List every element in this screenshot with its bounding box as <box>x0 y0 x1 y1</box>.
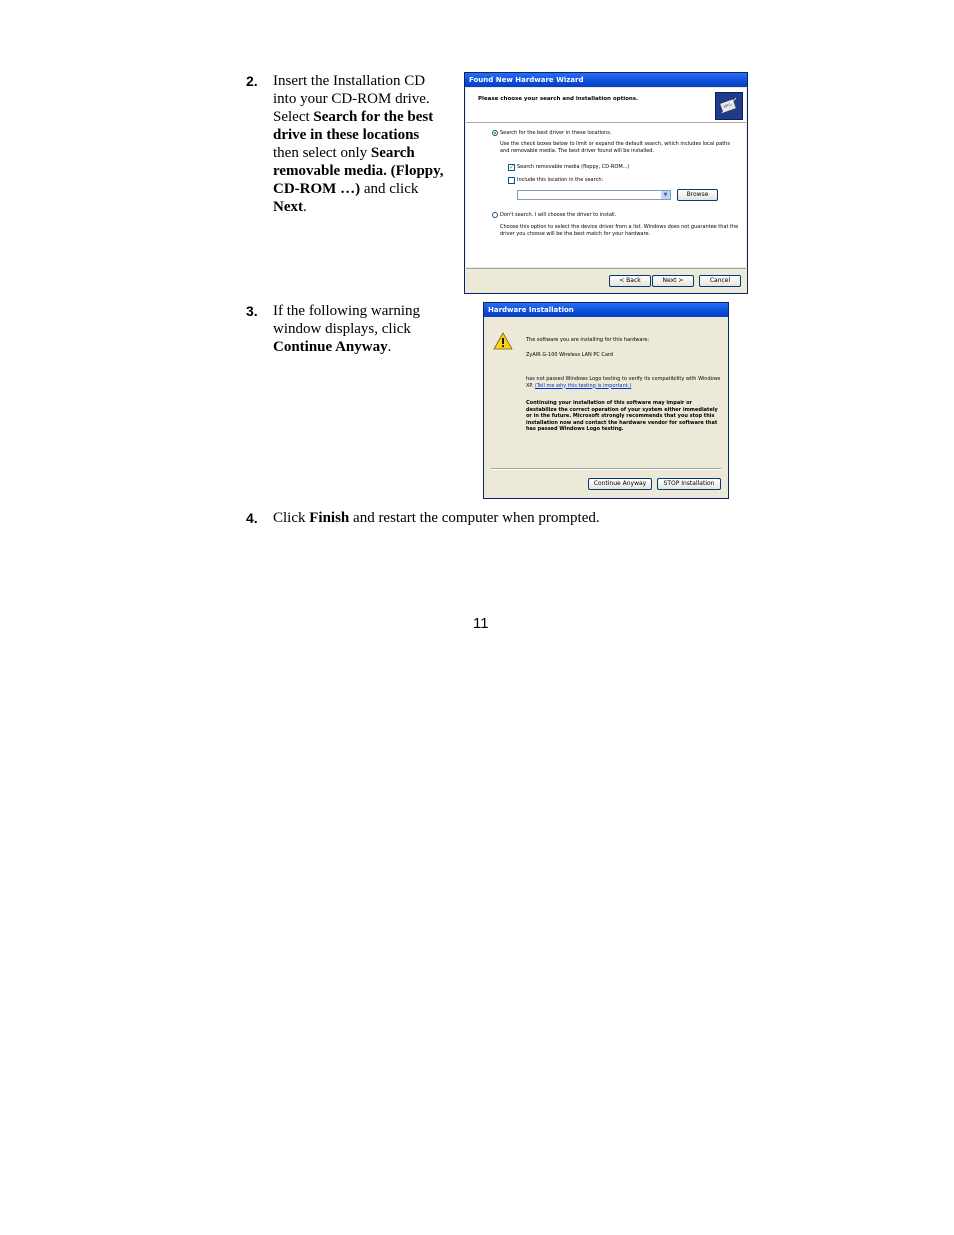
search-best-driver-radio[interactable] <box>492 130 498 136</box>
tell-me-why-link[interactable]: (Tell me why this testing is important.) <box>534 382 632 389</box>
bold-term: Search removable media. (Floppy, CD-ROM …) <box>273 145 444 197</box>
text-run: . <box>303 199 307 215</box>
found-new-hardware-wizard <box>464 72 748 294</box>
dont-search-radio[interactable] <box>492 212 498 218</box>
browse-button[interactable]: Browse <box>677 189 718 201</box>
step-2-text <box>273 72 445 216</box>
text-run: and restart the computer when prompted. <box>349 510 600 526</box>
back-button[interactable]: < Back <box>609 275 651 287</box>
step-3-number: 3. <box>246 303 258 319</box>
dont-search-desc: Choose this option to select the device driver from a list. Windows does not guarantee that the driver you choose will be the best match for your hardware. <box>500 224 739 237</box>
hwinstall-divider <box>491 468 721 470</box>
location-combo[interactable] <box>517 190 671 200</box>
step-2-number: 2. <box>246 73 258 89</box>
hwinstall-warning: Continuing your installation of this software may impair or destabilize the correct operation of your system either immediately or in the future. Microsoft strongly recommends that you stop this installation now and contact the hardware vendor for software that has passed Windows Logo testing. <box>526 400 718 432</box>
bold-term: Next <box>273 199 303 215</box>
text-run: . <box>387 339 392 355</box>
next-button[interactable]: Next > <box>652 275 694 287</box>
wizard-header-title: Please choose your search and installation options. <box>478 96 639 102</box>
search-best-driver-desc: Use the check boxes below to limit or expand the default search, which includes local paths and removable media. The best driver found will be installed. <box>500 141 730 154</box>
step-4-number: 4. <box>246 510 258 526</box>
chevron-down-icon[interactable]: ▼ <box>661 191 670 199</box>
include-location-checkbox[interactable] <box>508 177 515 184</box>
text-run: and click <box>360 181 419 197</box>
page-number: 11 <box>473 615 489 632</box>
hardware-installation-dialog <box>483 302 729 499</box>
bold-term: Finish <box>309 510 350 526</box>
wizard-header-band <box>466 88 746 123</box>
text-run: Insert the Installation CD into your CD-ROM drive. Select <box>273 73 430 125</box>
step-3-text <box>273 302 445 356</box>
include-location-label: Include this location in the search: <box>517 177 604 183</box>
text-run: Click <box>273 510 310 526</box>
search-best-driver-label: Search for the best driver in these locations. <box>500 130 612 136</box>
continue-anyway-button[interactable]: Continue Anyway <box>588 478 652 490</box>
step-4-text <box>273 509 723 527</box>
hwinstall-device: ZyAIR G-100 Wireless LAN PC Card <box>526 352 614 358</box>
wizard-footer-divider <box>466 268 746 269</box>
hwinstall-title: Hardware Installation <box>484 303 728 317</box>
warning-icon <box>493 332 513 350</box>
text-run: then select only <box>273 145 371 161</box>
hwinstall-logo-sentence: has not passed Windows Logo testing to verify its compatibility with Windows XP. <box>526 376 721 389</box>
stop-installation-button[interactable]: STOP Installation <box>657 478 721 490</box>
wizard-title: Found New Hardware Wizard <box>465 73 747 87</box>
bold-term: Search for the best drive in these locations <box>273 109 434 143</box>
hwinstall-body <box>485 318 727 497</box>
cancel-button[interactable]: Cancel <box>699 275 741 287</box>
wizard-body <box>466 123 746 267</box>
search-removable-media-checkbox[interactable]: ✓ <box>509 164 515 171</box>
dont-search-label: Don't search. I will choose the driver to install. <box>500 212 617 218</box>
text-run: If the following warning window displays, click <box>273 303 421 337</box>
hardware-wizard-icon <box>715 92 743 120</box>
hwinstall-intro: The software you are installing for this hardware: <box>526 337 650 343</box>
hwinstall-logo-text <box>526 376 721 389</box>
search-removable-media-label: Search removable media (floppy, CD-ROM...) <box>517 164 630 170</box>
bold-term: Continue Anyway <box>273 339 388 355</box>
